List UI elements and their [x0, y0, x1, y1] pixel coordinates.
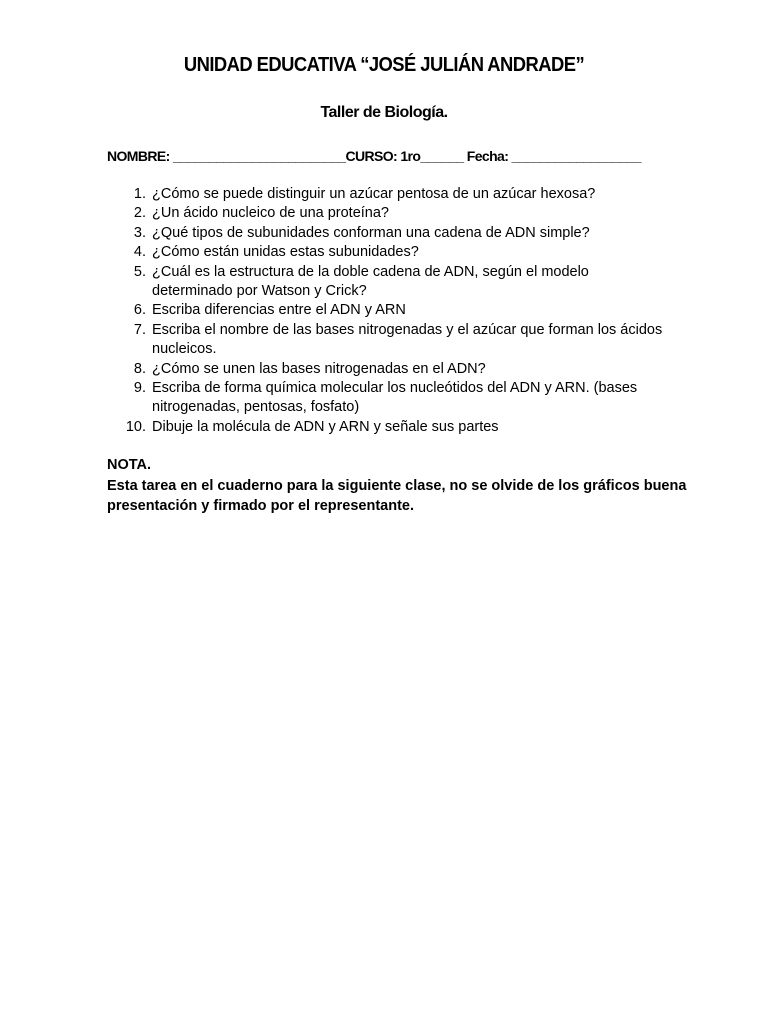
question-item: [107, 379, 667, 418]
question-number: 4.: [133, 244, 146, 261]
question-list: [107, 185, 667, 437]
question-number: 3.: [133, 224, 146, 241]
question-number: 6.: [133, 302, 146, 319]
question-item: [107, 301, 667, 320]
school-title: UNIDAD EDUCATIVA “JOSÉ JULIÁN ANDRADE”: [183, 54, 585, 76]
question-item: [107, 263, 667, 302]
question-item: [107, 360, 667, 379]
question-text: ¿Cuál es la estructura de la doble cadena de ADN, según el modelo determinado por Watson y Crick?: [152, 263, 589, 300]
note-section: [107, 455, 687, 517]
question-text: Dibuje la molécula de ADN y ARN y señale sus partes: [152, 418, 499, 435]
question-number: 8.: [133, 360, 146, 377]
question-number: 7.: [133, 321, 146, 338]
worksheet-subtitle: Taller de Biología.: [320, 104, 448, 121]
question-number: 9.: [133, 380, 146, 397]
question-number: 1.: [133, 186, 146, 202]
question-text: ¿Cómo se unen las bases nitrogenadas en el ADN?: [152, 360, 486, 377]
question-text: Escriba el nombre de las bases nitrogenadas y el azúcar que forman los ácidos nucleicos.: [152, 321, 663, 358]
question-number: 5.: [133, 263, 146, 280]
question-item: [107, 243, 667, 262]
question-text: ¿Un ácido nucleico de una proteína?: [152, 205, 389, 222]
question-text: Escriba de forma química molecular los nucleótidos del ADN y ARN. (bases nitrogenadas, pentosas, fosfato): [152, 380, 638, 416]
student-info-line: NOMBRE: ________________________CURSO: 1ro______ Fecha: __________________: [107, 148, 641, 164]
question-text: ¿Qué tipos de subunidades conforman una cadena de ADN simple?: [152, 224, 590, 241]
question-item: [107, 224, 667, 243]
note-title: NOTA.: [107, 457, 152, 473]
question-item: [107, 418, 667, 437]
question-item: [107, 185, 667, 204]
question-number: 2.: [133, 205, 146, 222]
note-body: Esta tarea en el cuaderno para la siguiente clase, no se olvide de los gráficos buena presentación y firmado por el representante.: [107, 477, 687, 514]
question-text: ¿Cómo se puede distinguir un azúcar pentosa de un azúcar hexosa?: [152, 186, 596, 202]
question-item: [107, 204, 667, 223]
question-item: [107, 321, 667, 360]
question-text: ¿Cómo están unidas estas subunidades?: [152, 244, 419, 261]
question-text: Escriba diferencias entre el ADN y ARN: [152, 302, 406, 319]
question-number: 10.: [125, 418, 146, 435]
